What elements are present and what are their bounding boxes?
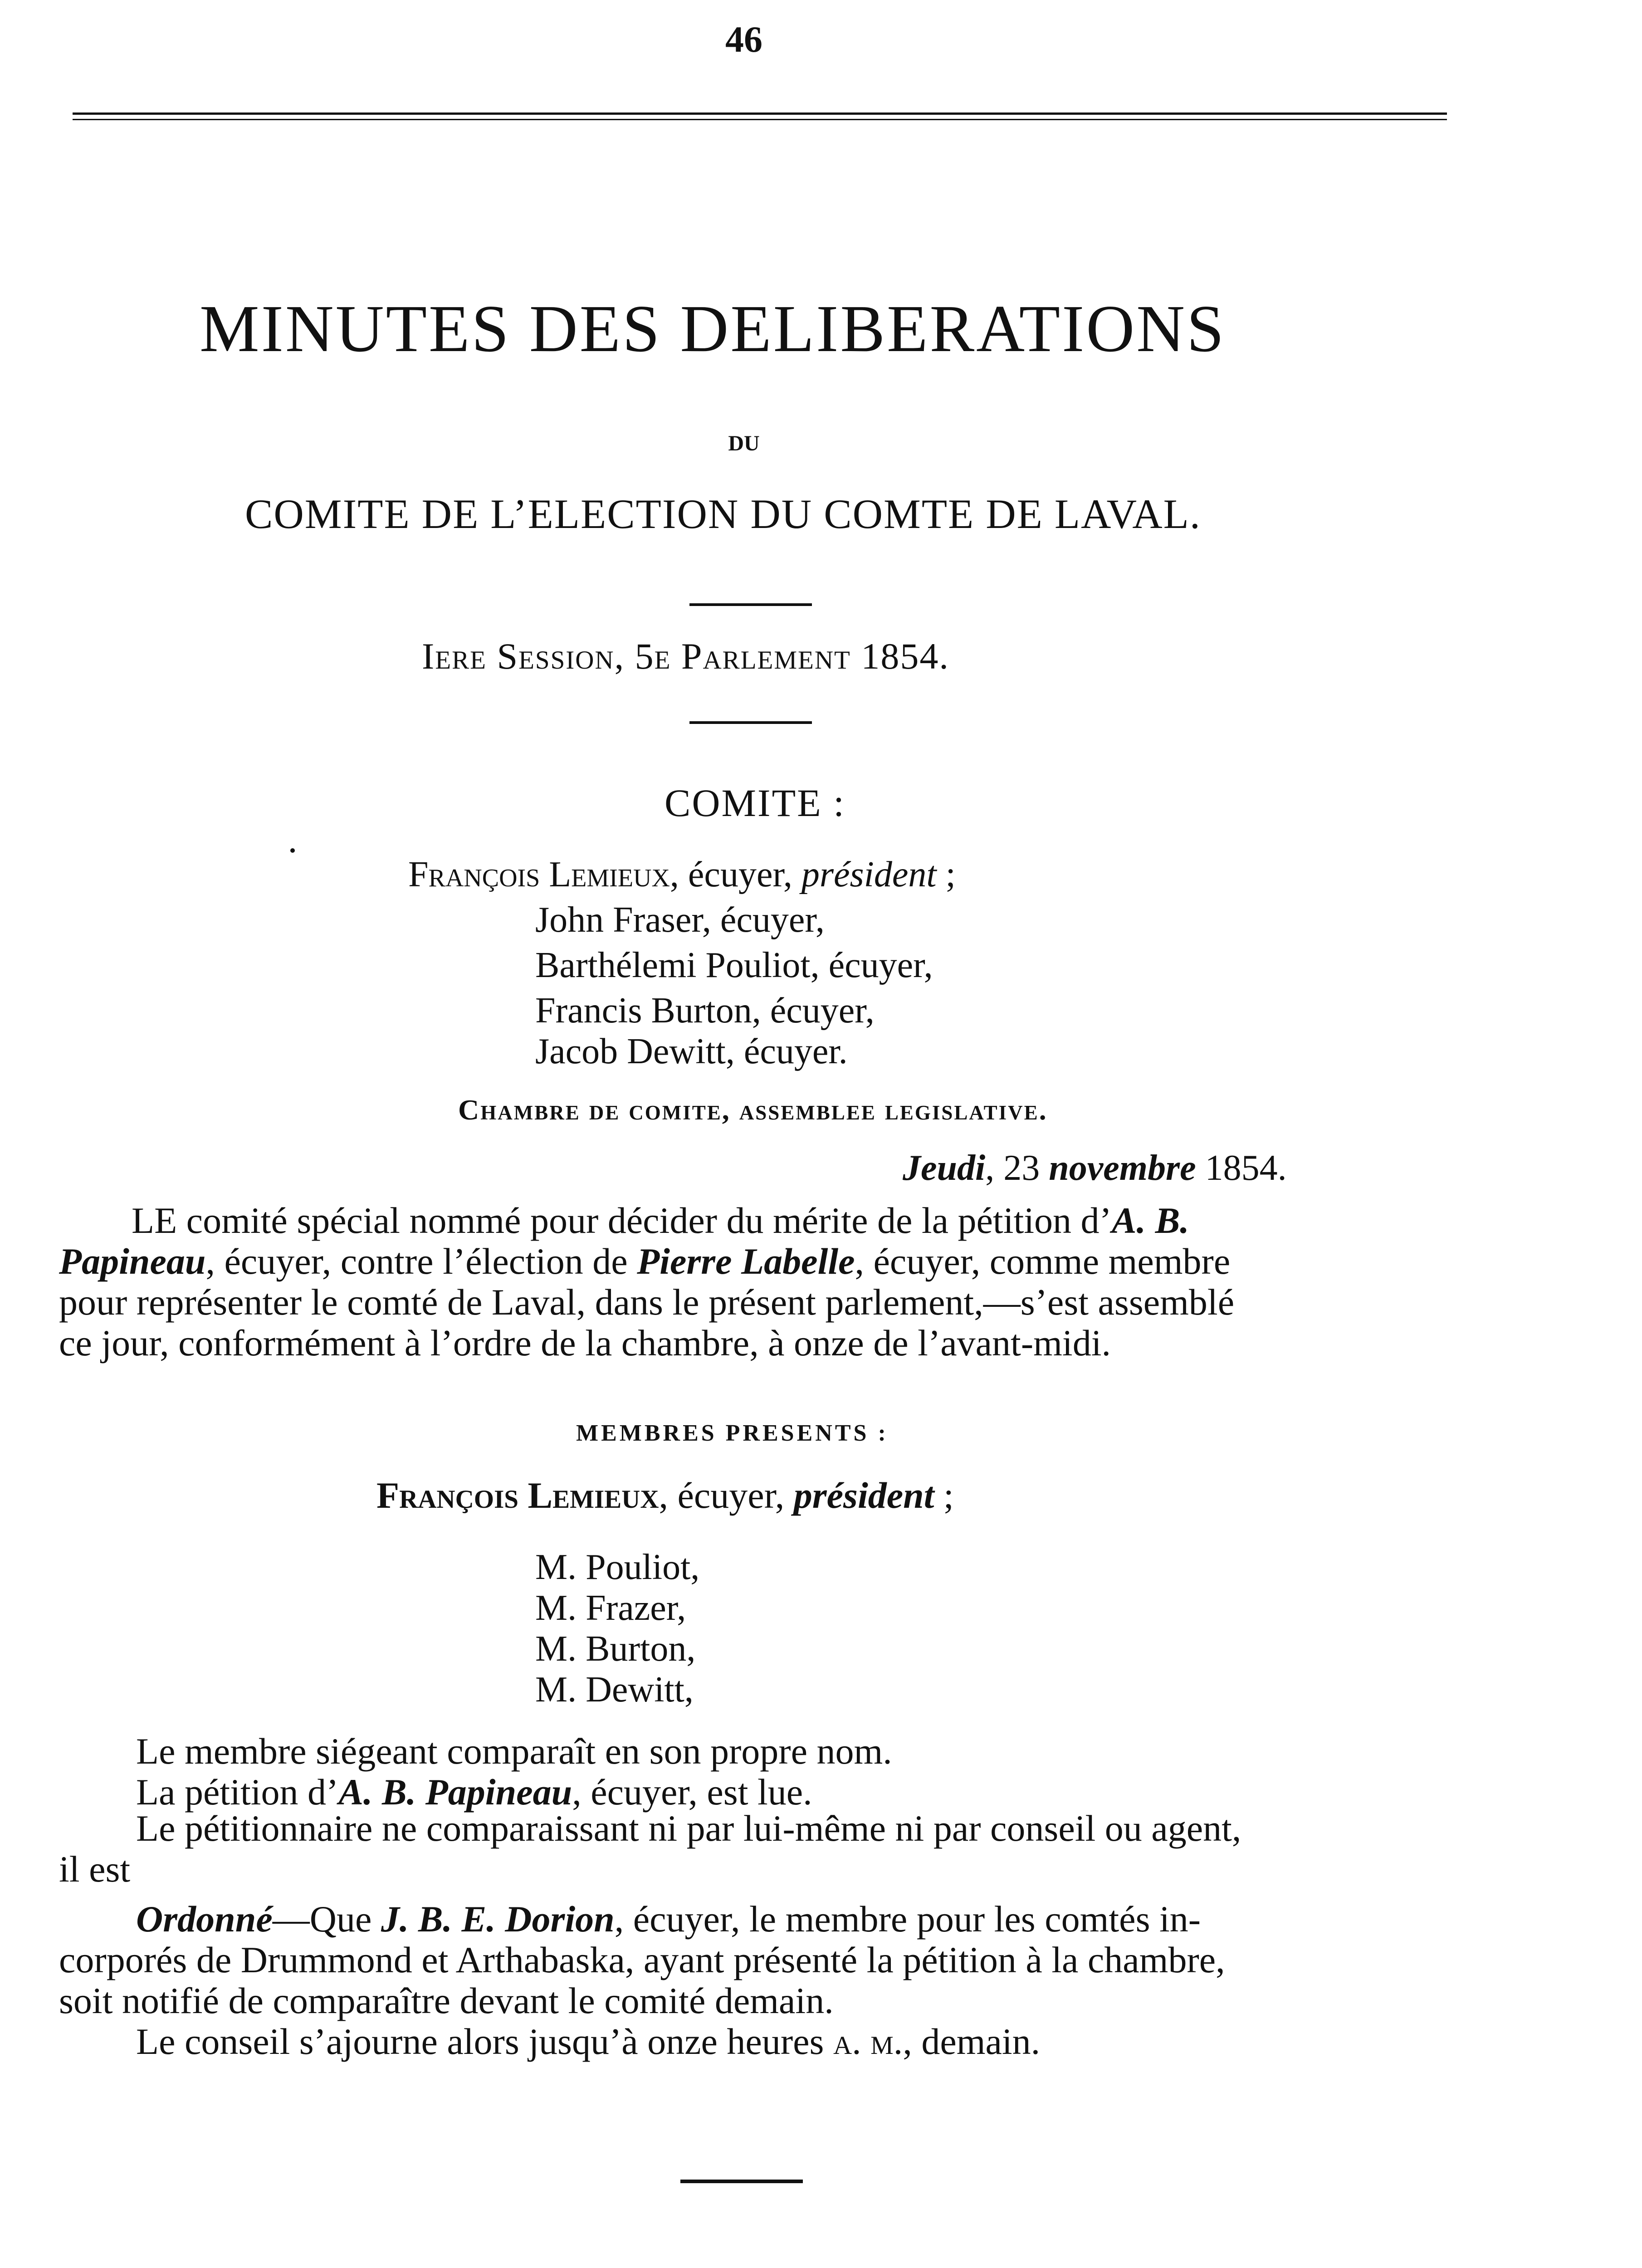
committee-member: John Fraser, écuyer, bbox=[535, 900, 825, 940]
section-divider bbox=[689, 721, 812, 724]
minute-line: Le pétitionnaire ne comparaissant ni par lui-même ni par conseil ou agent, bbox=[136, 1808, 1241, 1849]
print-speck bbox=[290, 848, 295, 853]
section-divider bbox=[689, 603, 812, 606]
chair-role: président bbox=[801, 855, 937, 894]
date-month: novembre bbox=[1049, 1148, 1196, 1188]
meeting-location: Chambre de comite, assemblee legislative. bbox=[458, 1094, 1048, 1126]
committee-member: Jacob Dewitt, écuyer. bbox=[535, 1031, 848, 1071]
minute-line bbox=[136, 2023, 1040, 2060]
header-rule-thin bbox=[73, 119, 1447, 120]
page-subtitle: COMITE DE L’ELECTION DU COMTE DE LAVAL. bbox=[245, 491, 1201, 537]
text-run: , écuyer, comme membre bbox=[855, 1241, 1231, 1282]
chair-end: ; bbox=[936, 855, 956, 894]
text-run: —Que bbox=[272, 1898, 381, 1940]
respondent-name: Pierre Labelle bbox=[637, 1241, 855, 1282]
present-chair-name: François Lemieux bbox=[376, 1475, 659, 1516]
member-name: J. B. E. Dorion bbox=[381, 1898, 615, 1940]
present-chair bbox=[376, 1474, 954, 1517]
minute-line bbox=[136, 1771, 812, 1813]
committee-member: Francis Burton, écuyer, bbox=[535, 991, 875, 1031]
petitioner-name: Papineau bbox=[59, 1241, 206, 1282]
petitioner-name: A. B. Papineau bbox=[338, 1771, 572, 1813]
paragraph-line: ce jour, conformément à l’ordre de la chambre, à onze de l’avant-midi. bbox=[59, 1322, 1111, 1364]
title-connector: DU bbox=[728, 431, 760, 455]
text-run: , écuyer, contre l’élection de bbox=[205, 1241, 637, 1282]
text-run: La pétition d’ bbox=[136, 1771, 339, 1813]
present-chair-end: ; bbox=[934, 1475, 954, 1516]
present-member: M. Dewitt, bbox=[535, 1670, 694, 1710]
committee-member: Barthélemi Pouliot, écuyer, bbox=[535, 945, 933, 985]
present-member: M. Frazer, bbox=[535, 1588, 686, 1628]
present-member: M. Burton, bbox=[535, 1629, 696, 1669]
meeting-date bbox=[903, 1148, 1287, 1189]
session-line: Iere Session, 5e Parlement 1854. bbox=[422, 635, 949, 677]
members-present-heading: MEMBRES PRESENTS : bbox=[576, 1420, 889, 1446]
date-rest: , 23 bbox=[985, 1148, 1049, 1188]
minute-line: corporés de Drummond et Arthabaska, ayant présenté la pétition à la chambre, bbox=[59, 1939, 1225, 1980]
committee-chair bbox=[408, 853, 956, 896]
order-label: Ordonné bbox=[136, 1898, 273, 1940]
present-chair-title: , écuyer, bbox=[659, 1475, 794, 1516]
minute-line: il est bbox=[59, 1848, 131, 1890]
minute-line: Le membre siégeant comparaît en son propre nom. bbox=[136, 1730, 892, 1772]
text-run: , écuyer, est lue. bbox=[572, 1771, 812, 1813]
text-run: Le conseil s’ajourne alors jusqu’à onze heures bbox=[136, 2021, 833, 2062]
present-member: M. Pouliot, bbox=[535, 1547, 700, 1587]
chair-name: François Lemieux bbox=[408, 855, 670, 894]
minute-line bbox=[136, 1898, 1201, 1940]
date-year: 1854. bbox=[1196, 1148, 1287, 1188]
time-abbrev: a. m. bbox=[833, 2021, 903, 2062]
minute-line: soit notifié de comparaître devant le comité demain. bbox=[59, 1980, 834, 2021]
paragraph-line bbox=[132, 1202, 1189, 1239]
paragraph-line bbox=[59, 1243, 1230, 1280]
footer-divider bbox=[680, 2180, 803, 2183]
header-rule bbox=[73, 112, 1447, 115]
paragraph-line: pour représenter le comté de Laval, dans le présent parlement,—s’est assemblé bbox=[59, 1281, 1235, 1323]
page-number: 46 bbox=[725, 19, 762, 60]
date-day: Jeudi bbox=[903, 1148, 986, 1188]
committee-heading: COMITE : bbox=[665, 781, 846, 825]
text-run: , écuyer, le membre pour les comtés in- bbox=[614, 1898, 1201, 1940]
petitioner-initials: A. B. bbox=[1111, 1200, 1189, 1241]
text-run: , demain. bbox=[903, 2021, 1041, 2062]
chair-title: , écuyer, bbox=[670, 855, 801, 894]
text-run: LE comité spécial nommé pour décider du mérite de la pétition d’ bbox=[132, 1200, 1112, 1241]
present-chair-role: président bbox=[793, 1475, 934, 1516]
page-title: MINUTES DES DELIBERATIONS bbox=[200, 292, 1226, 366]
